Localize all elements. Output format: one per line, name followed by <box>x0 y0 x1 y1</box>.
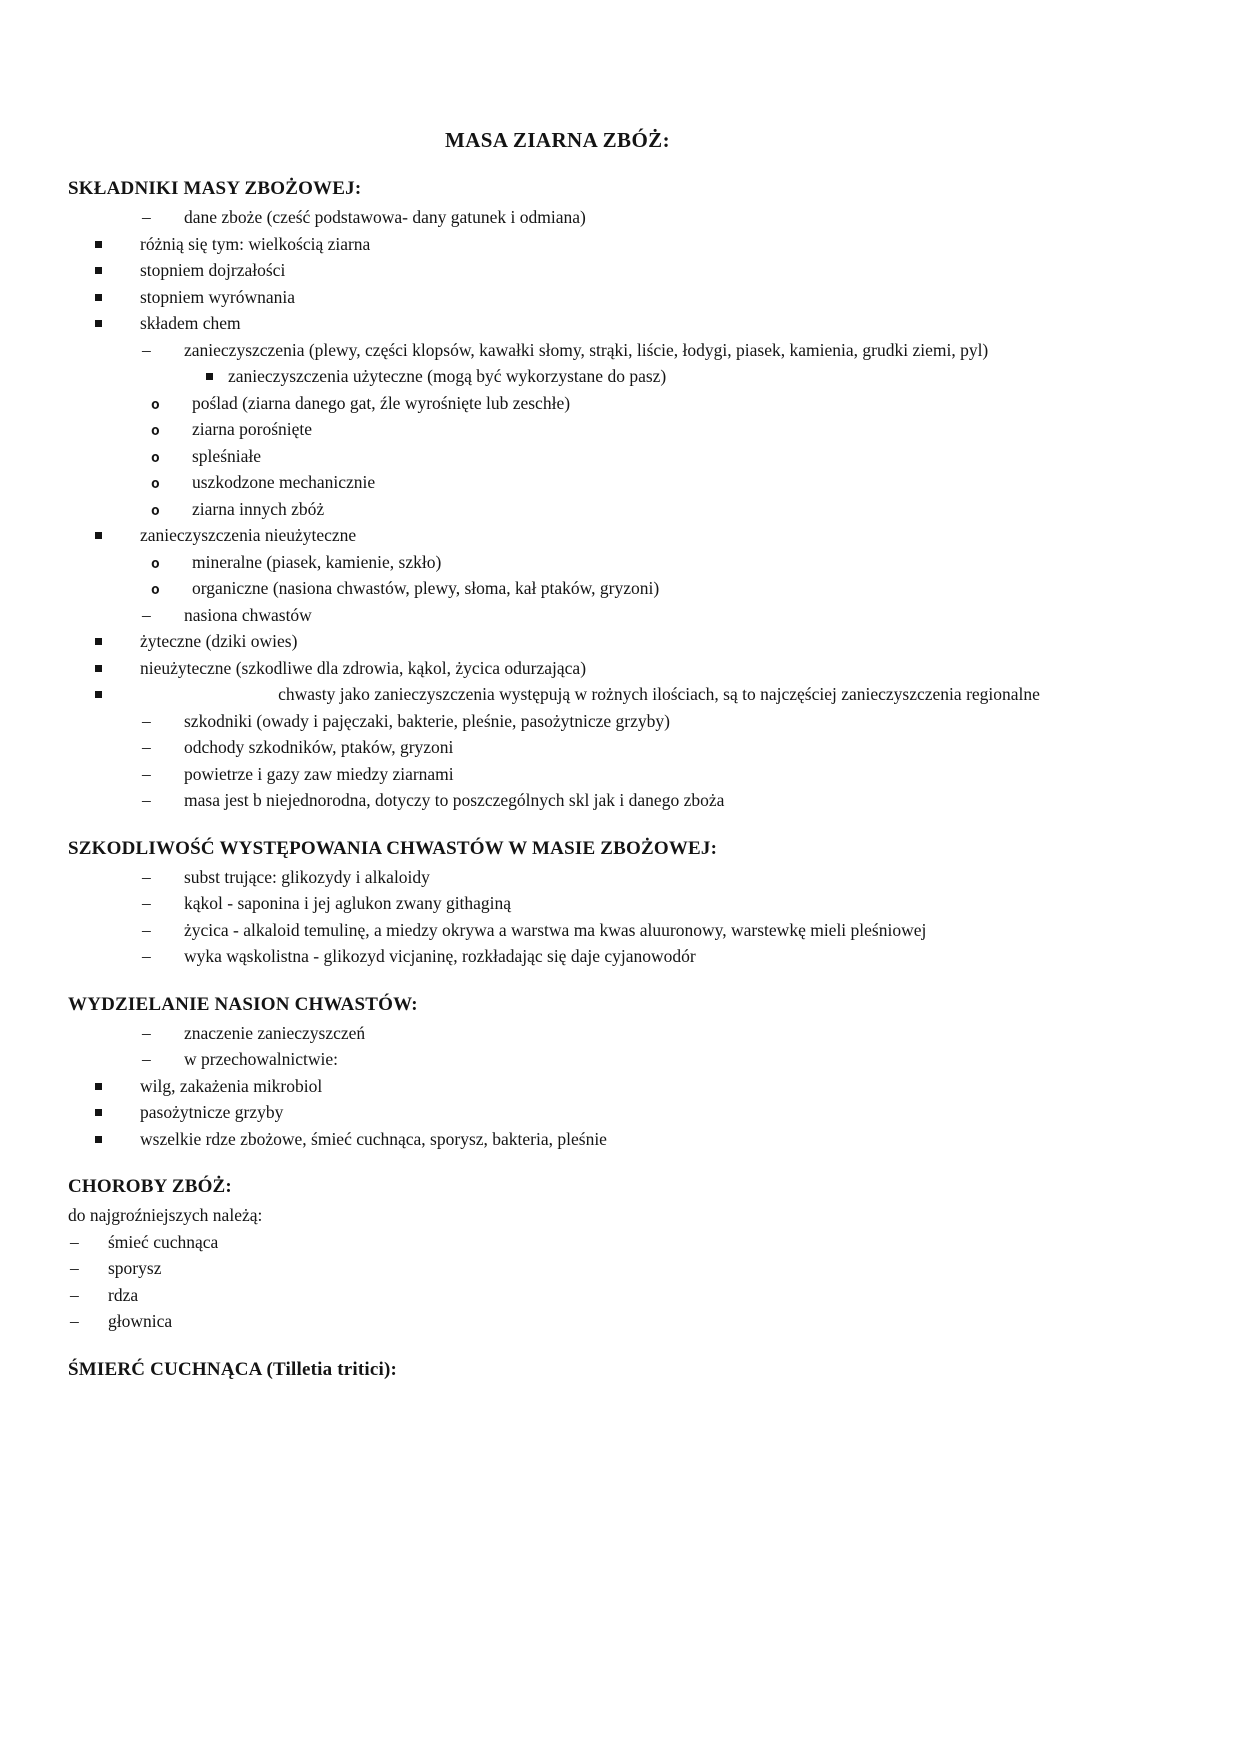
square-bullet-icon <box>95 638 102 645</box>
list-item <box>0 363 1240 390</box>
item-text: wilg, zakażenia mikrobiol <box>140 1075 323 1096</box>
circle-bullet-icon: o <box>151 396 160 413</box>
list-item <box>0 231 1240 258</box>
list-item <box>0 681 1240 708</box>
dash-bullet-icon: – <box>142 1049 151 1069</box>
square-bullet-icon <box>95 294 102 301</box>
square-bullet-icon <box>95 241 102 248</box>
item-text: sporysz <box>108 1258 162 1278</box>
item-text: nieużyteczne (szkodliwe dla zdrowia, kąkol, życica odurzająca) <box>140 657 587 678</box>
dash-bullet-icon: – <box>142 604 151 625</box>
dash-bullet-icon: – <box>142 1022 151 1043</box>
item-text: masa jest b niejednorodna, dotyczy to poszczególnych skl jak i danego zboża <box>184 790 725 810</box>
list-item <box>0 1020 1240 1047</box>
list-item <box>0 337 1240 364</box>
item-text: zanieczyszczenia (plewy, części klopsów, kawałki słomy, strąki, liście, łodygi, piasek, kamienia, grudki ziemi, pyl) <box>184 339 989 360</box>
dash-bullet-icon: – <box>142 946 151 966</box>
dash-bullet-icon: – <box>142 919 151 940</box>
square-bullet-icon <box>95 320 102 327</box>
list-item <box>0 890 1240 917</box>
list-item <box>0 708 1240 735</box>
circle-bullet-icon: o <box>151 582 160 598</box>
list-item <box>0 864 1240 891</box>
dash-bullet-icon: – <box>70 1258 79 1278</box>
list-item <box>0 390 1240 417</box>
list-item <box>0 1126 1240 1153</box>
dash-bullet-icon: – <box>142 763 151 784</box>
item-text: stopniem wyrównania <box>140 286 296 307</box>
circle-bullet-icon: o <box>151 423 160 439</box>
list-item <box>0 787 1240 814</box>
circle-bullet-icon: o <box>151 476 160 492</box>
list-item <box>0 496 1240 523</box>
item-text: subst trujące: glikozydy i alkaloidy <box>184 866 430 887</box>
item-text: ziarna porośnięte <box>192 419 313 439</box>
square-bullet-icon <box>95 532 102 539</box>
list-item <box>0 917 1240 944</box>
item-text: odchody szkodników, ptaków, gryzoni <box>184 737 454 757</box>
item-text: mineralne (piasek, kamienie, szkło) <box>192 551 442 572</box>
list-item <box>0 522 1240 549</box>
section-heading: SKŁADNIKI MASY ZBOŻOWEJ: <box>68 178 362 199</box>
dash-bullet-icon: – <box>142 207 151 227</box>
dash-bullet-icon: – <box>70 1284 79 1305</box>
document-body <box>0 175 1240 1383</box>
dash-bullet-icon: – <box>142 866 151 887</box>
circle-bullet-icon: o <box>151 502 160 519</box>
section <box>0 1356 1240 1383</box>
list-item <box>0 416 1240 443</box>
item-text: znaczenie zanieczyszczeń <box>184 1022 366 1043</box>
section-heading: CHOROBY ZBÓŻ: <box>68 1176 232 1197</box>
square-bullet-icon <box>206 373 213 380</box>
item-text: szkodniki (owady i pajęczaki, bakterie, pleśnie, pasożytnicze grzyby) <box>184 710 670 731</box>
item-text: składem chem <box>140 313 241 333</box>
item-text: różnią się tym: wielkością ziarna <box>140 233 371 254</box>
dash-bullet-icon: – <box>142 893 151 913</box>
document-title: MASA ZIARNA ZBÓŻ: <box>444 128 670 152</box>
item-text: dane zboże (cześć podstawowa- dany gatunek i odmiana) <box>184 207 586 227</box>
section-intro: do najgroźniejszych należą: <box>68 1205 263 1225</box>
item-text: organiczne (nasiona chwastów, plewy, słoma, kał ptaków, gryzoni) <box>192 578 660 598</box>
section-heading: SZKODLIWOŚĆ WYSTĘPOWANIA CHWASTÓW W MASIE ZBOŻOWEJ: <box>68 837 718 859</box>
item-text: życica - alkaloid temulinę, a miedzy okrywa a warstwa ma kwas aluuronowy, warstewkę mieli pleśniowej <box>184 919 927 940</box>
item-text: w przechowalnictwie: <box>184 1049 339 1069</box>
item-text: rdza <box>108 1284 139 1305</box>
list-item <box>0 204 1240 231</box>
section-heading: ŚMIERĆ CUCHNĄCA (Tilletia tritici): <box>68 1358 398 1380</box>
item-text: chwasty jako zanieczyszczenia występują w rożnych ilościach, są to najczęściej zanieczyszczenia regionalne <box>278 684 1040 704</box>
item-text: ziarna innych zbóż <box>192 498 325 519</box>
item-text: poślad (ziarna danego gat, źle wyrośnięte lub zeschłe) <box>192 392 571 413</box>
section <box>0 835 1240 970</box>
dash-bullet-icon: – <box>142 339 151 360</box>
list-item <box>0 628 1240 655</box>
item-text: kąkol - saponina i jej aglukon zwany githaginą <box>184 893 512 913</box>
square-bullet-icon <box>95 1083 102 1090</box>
item-text: żyteczne (dziki owies) <box>140 631 298 651</box>
list-item <box>0 1255 1240 1282</box>
list-item <box>0 1282 1240 1309</box>
item-text: głownica <box>108 1311 173 1331</box>
square-bullet-icon <box>95 267 102 274</box>
list-item <box>0 257 1240 284</box>
list-item <box>0 284 1240 311</box>
section <box>0 175 1240 814</box>
item-text: uszkodzone mechanicznie <box>192 472 376 492</box>
item-text: nasiona chwastów <box>184 604 312 625</box>
section-heading: WYDZIELANIE NASION CHWASTÓW: <box>68 993 418 1015</box>
list-item <box>0 1046 1240 1073</box>
list-item <box>0 761 1240 788</box>
list-item <box>0 1073 1240 1100</box>
square-bullet-icon <box>95 1136 102 1143</box>
list-item <box>0 655 1240 682</box>
circle-bullet-icon: o <box>151 449 160 466</box>
item-text: śmieć cuchnąca <box>108 1231 219 1252</box>
circle-bullet-icon: o <box>151 555 160 572</box>
square-bullet-icon <box>95 691 102 698</box>
item-text: wszelkie rdze zbożowe, śmieć cuchnąca, sporysz, bakteria, pleśnie <box>140 1128 607 1149</box>
section <box>0 991 1240 1153</box>
list-item <box>0 575 1240 602</box>
list-item <box>0 943 1240 970</box>
dash-bullet-icon: – <box>70 1231 79 1252</box>
list-item <box>0 310 1240 337</box>
item-text: wyka wąskolistna - glikozyd vicjaninę, rozkładając się daje cyjanowodór <box>184 946 696 966</box>
item-text: zanieczyszczenia nieużyteczne <box>140 525 357 545</box>
item-text: stopniem dojrzałości <box>140 260 286 280</box>
list-item <box>0 549 1240 576</box>
item-text: zanieczyszczenia użyteczne (mogą być wykorzystane do pasz) <box>228 366 667 386</box>
list-item <box>0 469 1240 496</box>
dash-bullet-icon: – <box>142 737 151 757</box>
list-item <box>0 443 1240 470</box>
item-text: powietrze i gazy zaw miedzy ziarnami <box>184 763 454 784</box>
item-text: spleśniałe <box>192 445 262 466</box>
list-item <box>0 1099 1240 1126</box>
list-item <box>0 1308 1240 1335</box>
list-item <box>0 734 1240 761</box>
dash-bullet-icon: – <box>142 790 151 810</box>
section <box>0 1173 1240 1335</box>
list-item <box>0 1229 1240 1256</box>
square-bullet-icon <box>95 1109 102 1116</box>
dash-bullet-icon: – <box>142 710 151 731</box>
list-item <box>0 602 1240 629</box>
dash-bullet-icon: – <box>70 1311 79 1331</box>
square-bullet-icon <box>95 665 102 672</box>
item-text: pasożytnicze grzyby <box>140 1102 284 1122</box>
